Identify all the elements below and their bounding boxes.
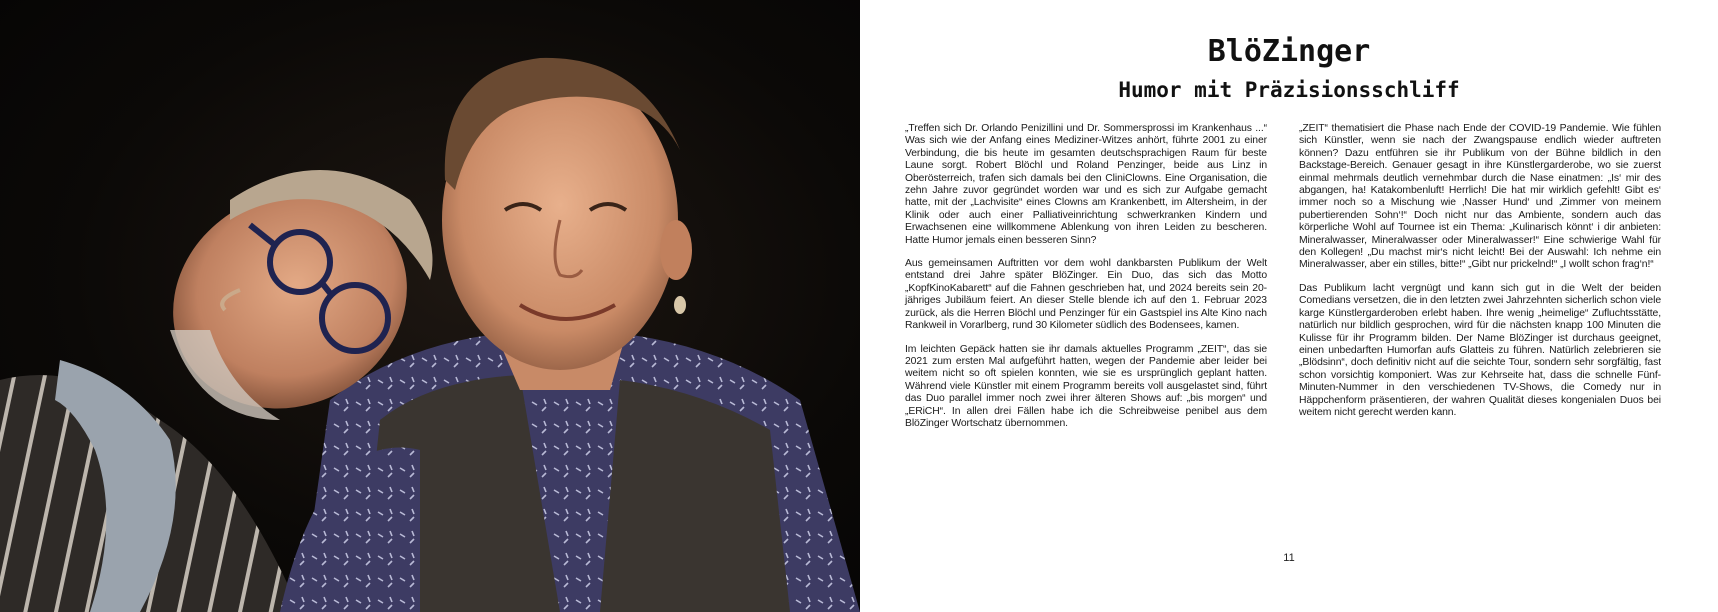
text-column-left xyxy=(905,123,1267,441)
paragraph: Aus gemeinsamen Auftritten vor dem wohl dankbarsten Publikum der Welt entstand drei Jahre später BlöZinger. Ein Duo, das sich das Motto „KopfKinoKabarett“ auf die Fahnen geschrieben hat, und 2024 bereits sein 20-jähriges Jubiläum feiert. An dieser Stelle blende ich auf den 1. Februar 2023 zurück, als die Herren Blöchl und Penzinger für ein Gastspiel ins Alte Kino nach Rankweil in Vorarlberg, rund 30 Kilometer südlich des Bodensees, kamen. xyxy=(905,258,1267,332)
paragraph: „ZEIT“ thematisiert die Phase nach Ende der COVID-19 Pandemie. Wie fühlen sich Künstler, wenn sie nach der Zwangspause endlich wieder auftreten können? Dazu entführen sie ihr Publikum von der Bühne bildlich in den Backstage-Bereich. Genauer gesagt in ihre Künstlergarderobe, wo sie zuerst einmal mehrmals deutlich vernehmbar durch die Nase einatmen: „Is‘ mir des abgangen, ha! Katakombenluft! Herrlich! Die hat mir wirklich gefehlt! Gibt es‘ immer noch so a Mischung wie ‚Nasser Hund‘ und ‚Zimmer von meinem pubertierenden Sohn‘!“ Doch nicht nur das Ambiente, sondern auch das körperliche Wohl auf Tournee ist ein Thema: „Kulinarisch könnt‘ i dir anbieten: Mineralwasser, Mineralwasser oder Mineralwasser!“ Eine schwierige Wahl für den Kollegen! „Du machst mir‘s nicht leicht! Bei der Auswahl: Ich nehme ein Mineralwasser, aber ein stilles, bitte!“ „Gibt nur prickelnd!“ „I wollt schon frag‘n!“ xyxy=(1299,123,1661,271)
article-title: BlöZinger xyxy=(1207,34,1371,69)
article-subtitle: Humor mit Präzisionsschliff xyxy=(1118,78,1460,102)
text-column-right xyxy=(1299,123,1661,430)
page-number: 11 xyxy=(1283,552,1295,564)
article-page xyxy=(860,0,1718,612)
paragraph: „Treffen sich Dr. Orlando Penizillini und Dr. Sommersprossi im Krankenhaus ...“ Was sich wie der Anfang eines Mediziner-Witzes anhört, führte 2001 zu einer Verbindung, die bis heute im gesamten deutschsprachigen Raum für beste Laune sorgt. Robert Blöchl und Roland Penzinger, beide aus Linz in Oberösterreich, trafen sich damals bei den CliniClowns. Eine Organisation, die zehn Jahre zuvor gegründet worden war und es sich zur Aufgabe gemacht hatte, mit der „Lachvisite“ eines Clowns am Krankenbett, im Altersheim, in der Klinik oder auch einer Palliativeinrichtung schwerkranken Kindern und Erwachsenen eine willkommene Ablenkung von ihren Leiden zu bescheren. Hatte Humor jemals einen besseren Sinn? xyxy=(905,123,1267,246)
paragraph: Das Publikum lacht vergnügt und kann sich gut in die Welt der beiden Comedians versetzen, die in den letzten zwei Jahrzehnten sicherlich schon viele karge Künstlergarderoben erlebt haben. Ihre wenig „heimelige“ Zufluchtsstätte, natürlich nur bildlich gesprochen, wird für die nächsten knapp 100 Minuten die Kulisse für ihr Programm bilden. Der Name BlöZinger ist durchaus geeignet, einen unbedarften Humorfan aufs Glatteis zu führen. Natürlich zelebrieren sie „Blödsinn“, doch definitiv nicht auf die seichte Tour, sondern sehr sorgfältig, fast schon vorsichtig komponiert. Was zur Kehrseite hat, dass die schnelle Fünf-Minuten-Nummer in den verschiedenen TV-Shows, die Comedy nur in Häppchenform präsentieren, der wahren Qualität dieses kongenialen Duos bei weitem nicht gerecht werden kann. xyxy=(1299,282,1661,418)
paragraph: Im leichten Gepäck hatten sie ihr damals aktuelles Programm „ZEIT“, das sie 2021 zum ersten Mal aufgeführt hatten, wegen der Pandemie aber leider bei weitem nicht so oft spielen konnten, wie sie es ursprünglich geplant hatten. Während viele Künstler mit einem Programm bereits voll ausgelastet sind, führt das Duo parallel immer noch zwei ihrer älteren Shows auf: „bis morgen“ und „ERiCH“. In allen drei Fällen habe ich die Schreibweise penibel aus dem BlöZinger Wortschatz übernommen. xyxy=(905,343,1267,429)
